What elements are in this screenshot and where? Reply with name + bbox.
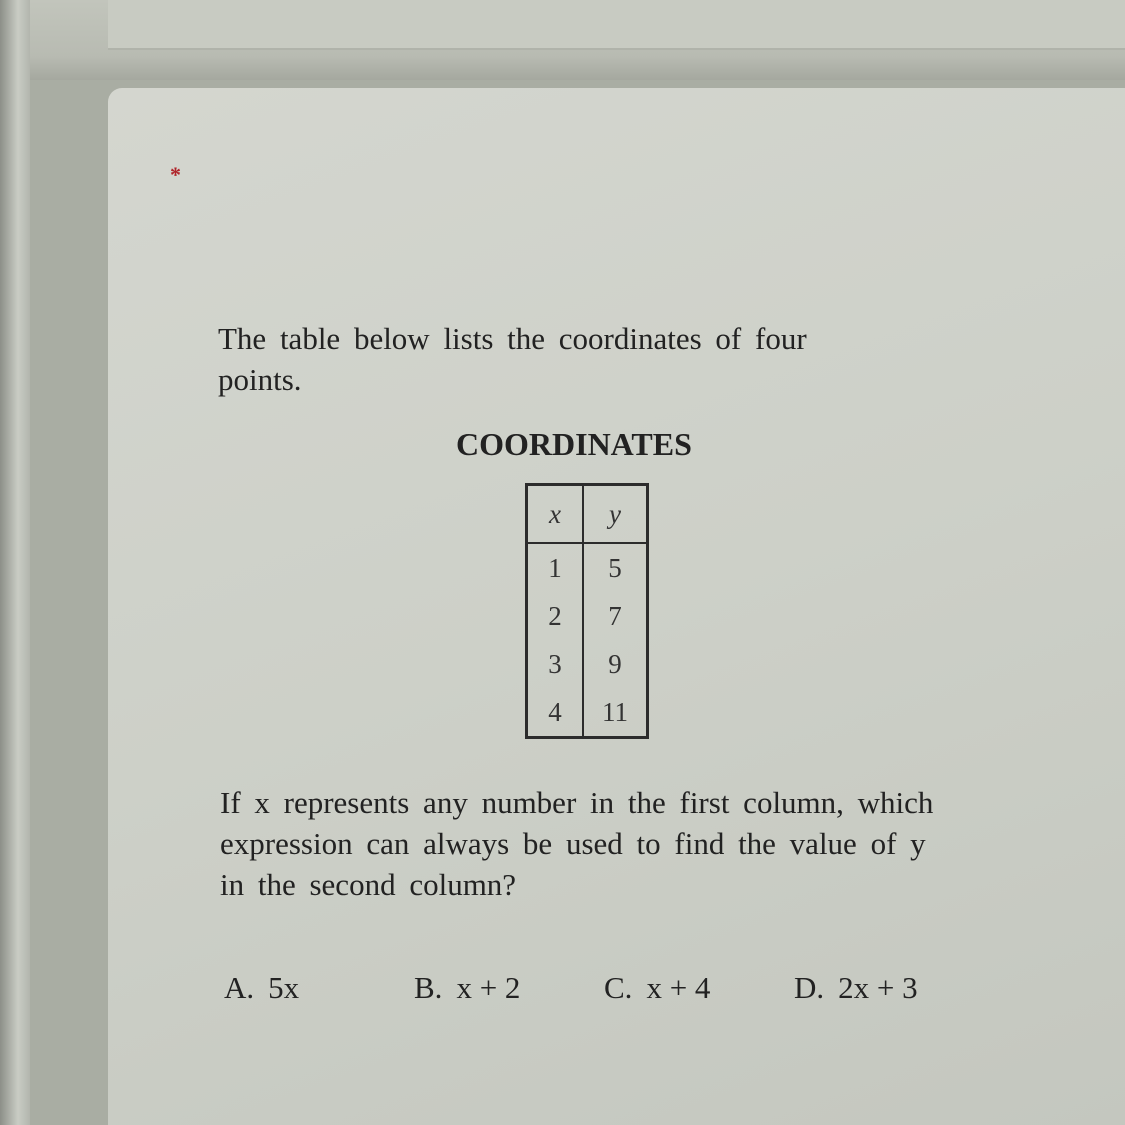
question-intro: The table below lists the coordinates of four points.: [218, 321, 807, 397]
table-row: [527, 640, 648, 688]
option-b[interactable]: [414, 970, 604, 1006]
table-header-row: [527, 485, 648, 544]
cell-y: 11: [602, 696, 628, 727]
table-row: [527, 543, 648, 592]
cell-x: 1: [527, 543, 584, 592]
option-d[interactable]: [794, 970, 918, 1006]
previous-question-card: [108, 0, 1125, 50]
cell-y: 7: [608, 600, 622, 631]
option-expression: x + 2: [456, 970, 521, 1005]
cell-x: 4: [527, 688, 584, 738]
option-letter: B.: [414, 970, 443, 1005]
screen-edge: [0, 0, 30, 1125]
cell-y: 9: [608, 648, 622, 679]
required-mark: *: [170, 162, 181, 187]
cell-y: 5: [608, 552, 622, 583]
question-prompt: If x represents any number in the first column, which expression can always be used to find the value of y in the second column?: [220, 785, 934, 902]
table-row: [527, 688, 648, 738]
option-letter: D.: [794, 970, 825, 1005]
cell-x: 3: [527, 640, 584, 688]
option-letter: C.: [604, 970, 633, 1005]
option-expression: 5x: [268, 970, 300, 1005]
coordinates-table: [525, 483, 649, 739]
table-title: COORDINATES: [456, 426, 692, 462]
option-c[interactable]: [604, 970, 794, 1006]
header-y: y: [583, 485, 648, 544]
option-letter: A.: [224, 970, 255, 1005]
table-row: [527, 592, 648, 640]
option-expression: 2x + 3: [838, 970, 918, 1005]
option-a[interactable]: [224, 970, 414, 1006]
header-x: x: [527, 485, 584, 544]
option-expression: x + 4: [646, 970, 711, 1005]
answer-options: [224, 970, 1004, 1006]
cell-x: 2: [527, 592, 584, 640]
